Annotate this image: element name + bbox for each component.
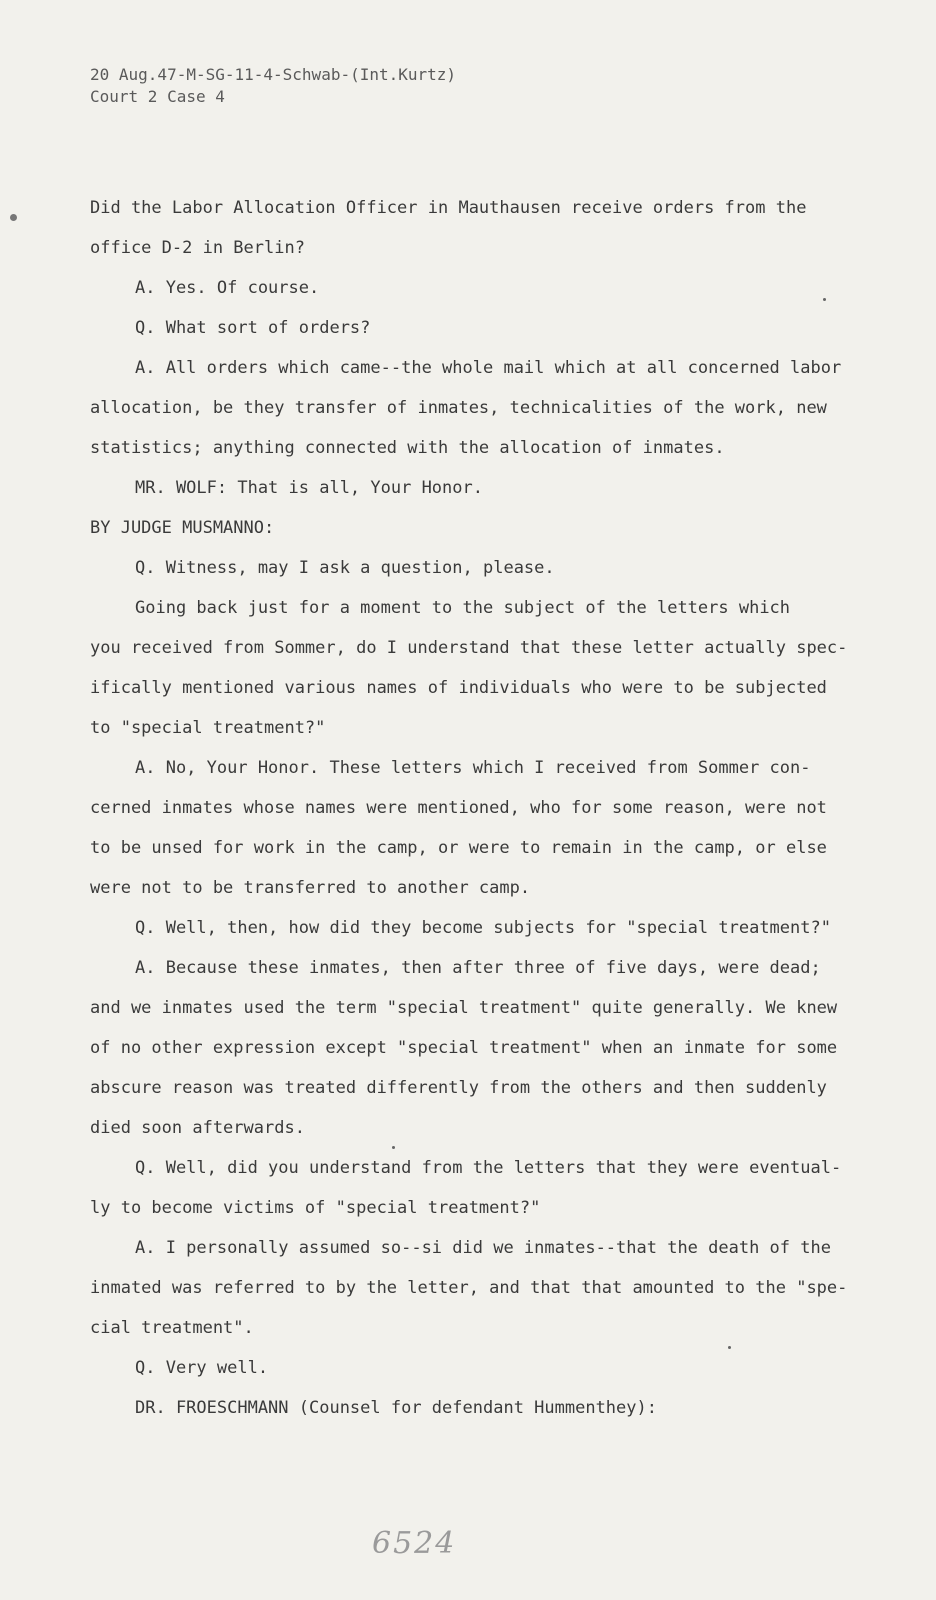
- transcript-line: A. Because these inmates, then after three of five days, were dead;: [135, 958, 821, 978]
- transcript-line: Q. Very well.: [135, 1358, 269, 1378]
- transcript-line: to "special treatment?": [90, 718, 326, 738]
- binder-hole-mark: [10, 214, 17, 221]
- header-reference: 20 Aug.47-M-SG-11-4-Schwab-(Int.Kurtz): [90, 65, 457, 84]
- transcript-line: abscure reason was treated differently from the others and then suddenly: [90, 1078, 827, 1098]
- transcript-line: were not to be transferred to another camp.: [90, 878, 531, 898]
- transcript-line: allocation, be they transfer of inmates, technicalities of the work, new: [90, 398, 827, 418]
- transcript-line: inmated was referred to by the letter, and that that amounted to the "spe-: [90, 1278, 848, 1298]
- transcript-line: Q. What sort of orders?: [135, 318, 371, 338]
- transcript-line: Did the Labor Allocation Officer in Mauthausen receive orders from the: [90, 198, 807, 218]
- transcript-line: Q. Well, did you understand from the letters that they were eventual-: [135, 1158, 842, 1178]
- transcript-line: office D-2 in Berlin?: [90, 238, 305, 258]
- transcript-line: ly to become victims of "special treatment?": [90, 1198, 541, 1218]
- transcript-line: Q. Witness, may I ask a question, please.: [135, 558, 555, 578]
- transcript-line: A. I personally assumed so--si did we inmates--that the death of the: [135, 1238, 831, 1258]
- transcript-line: died soon afterwards.: [90, 1118, 305, 1138]
- transcript-line: to be unsed for work in the camp, or were to remain in the camp, or else: [90, 838, 827, 858]
- handwritten-page-number: 6524: [372, 1526, 457, 1561]
- transcript-line: A. All orders which came--the whole mail which at all concerned labor: [135, 358, 842, 378]
- transcript-line: ifically mentioned various names of individuals who were to be subjected: [90, 678, 827, 698]
- transcript-line: you received from Sommer, do I understand that these letter actually spec-: [90, 638, 848, 658]
- transcript-line: cerned inmates whose names were mentioned, who for some reason, were not: [90, 798, 827, 818]
- transcript-line: DR. FROESCHMANN (Counsel for defendant Hummenthey):: [135, 1398, 657, 1418]
- transcript-body: [90, 188, 860, 1428]
- transcript-line: A. No, Your Honor. These letters which I received from Sommer con-: [135, 758, 811, 778]
- transcript-line: and we inmates used the term "special treatment" quite generally. We knew: [90, 998, 838, 1018]
- transcript-line: of no other expression except "special treatment" when an inmate for some: [90, 1038, 838, 1058]
- document-header: [90, 64, 456, 108]
- transcript-line: BY JUDGE MUSMANNO:: [90, 518, 275, 538]
- transcript-line: Q. Well, then, how did they become subjects for "special treatment?": [135, 918, 831, 938]
- header-court-case: Court 2 Case 4: [90, 87, 225, 106]
- transcript-line: A. Yes. Of course.: [135, 278, 320, 298]
- transcript-line: MR. WOLF: That is all, Your Honor.: [135, 478, 483, 498]
- transcript-line: Going back just for a moment to the subject of the letters which: [135, 598, 791, 618]
- transcript-line: cial treatment".: [90, 1318, 254, 1338]
- transcript-line: statistics; anything connected with the allocation of inmates.: [90, 438, 725, 458]
